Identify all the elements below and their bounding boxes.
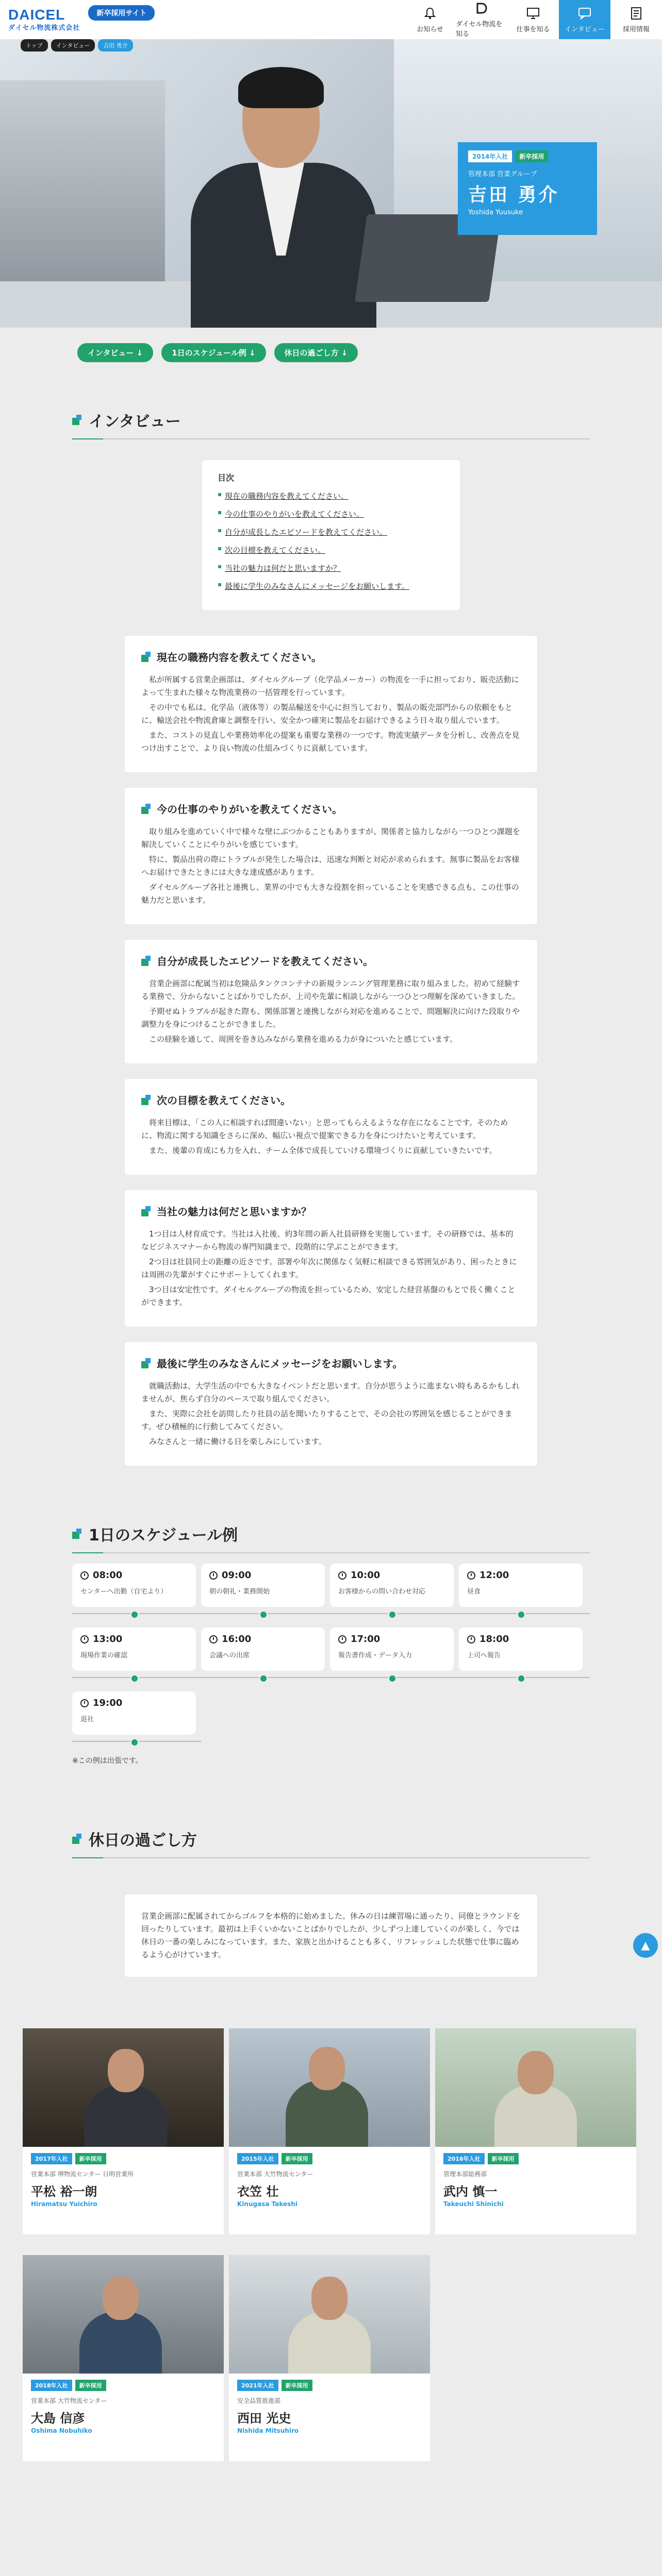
nav-item-interview[interactable] [559,0,610,39]
answer-paragraph: 2つ目は社員同士の距離の近さです。部署や年次に関係なく気軽に相談できる雰囲気があり、困ったときには周囲の先輩がすぐにサポートしてくれます。 [141,1257,517,1279]
section-square-icon [72,1529,82,1539]
timeline-dot [130,1674,139,1683]
recruit-site-badge: 新卒採用サイト [88,5,155,21]
hire-type-tag: 新卒採用 [282,2380,312,2391]
chat-icon [577,6,592,21]
schedule-desc: 現場作業の確認 [80,1652,128,1659]
answer-paragraph: 営業企画部に配属当初は危険品タンクコンテナの新規ランニング管理業務に取り組みました。初めて経験する業務で、分からないことばかりでしたが、上司や先輩に相談しながら一つひとつ理解を深めていきました。 [141,979,520,1001]
person-dept: 営業本部 大竹物流センター [31,2397,107,2404]
nav-label: ダイセル物流を知る [456,21,503,38]
interview-section [0,409,662,1466]
schedule-note: ※この例は出張です。 [72,1757,143,1765]
clock-icon [467,1571,475,1580]
interview-card[interactable] [229,2255,430,2461]
join-year-tag: 2017年入社 [31,2153,72,2164]
answer-text [141,825,521,907]
answer-paragraph: ダイセルグループ各社と連携し、業界の中でも大きな役割を担っていることを実感できる点も、この仕事の魅力だと思います。 [141,883,519,905]
qa-card [125,1079,537,1175]
schedule-item [459,1628,583,1671]
toc-item[interactable]: ▪ 次の目標を教えてください。 [218,545,444,555]
schedule-time: 10:00 [351,1570,380,1581]
schedule-desc: 朝の朝礼・業務開始 [209,1588,270,1596]
schedule-row [72,1628,590,1671]
logo-d-icon [474,1,489,15]
section-title-interview: インタビュー [89,413,181,431]
person-name-en: Hiramatsu Yuichiro [31,2200,97,2208]
toc-item[interactable]: ▪ 今の仕事のやりがいを教えてください。 [218,509,444,519]
timeline-dot [130,1610,139,1619]
clock-icon [209,1635,218,1643]
nav-item-work[interactable] [507,0,559,39]
schedule-time: 13:00 [93,1634,123,1645]
section-title-holiday: 休日の過ごし方 [89,1832,197,1850]
schedule-desc: 上司へ報告 [467,1652,501,1659]
answer-paragraph: みなさんと一緒に働ける日を楽しみにしています。 [149,1437,326,1446]
anchor-links [0,343,662,362]
timeline-dot [259,1610,268,1619]
question-square-icon [141,1095,152,1105]
person-dept: 営業本部 堺物流センター 日明営業所 [31,2171,134,2178]
question-text: 当社の魅力は何だと思いますか？ [157,1206,311,1218]
question-text: 今の仕事のやりがいを教えてください。 [157,803,342,816]
clock-icon [338,1635,346,1643]
schedule-time: 18:00 [479,1634,509,1645]
interview-photo [23,2028,224,2147]
clock-icon [209,1571,218,1580]
schedule-time: 09:00 [222,1570,252,1581]
document-icon [629,6,643,21]
schedule-time: 12:00 [479,1570,509,1581]
section-square-icon [72,1834,82,1844]
answer-paragraph: 特に、製品出荷の際にトラブルが発生した場合は、迅速な判断と対応が求められます。無事に製品をお客様へお届けできたときには大きな達成感があります。 [141,855,520,877]
bell-icon [423,6,437,21]
schedule-row [72,1564,590,1607]
hire-type-tag: 新卒採用 [488,2153,519,2164]
join-year-tag: 2018年入社 [31,2380,72,2391]
answer-paragraph: また、コストの見直しや業務効率化の提案も重要な業務の一つです。物流実績データを分析し、改善点を見つけ出すことで、より良い物流の仕組みづくりに貢献しています。 [141,731,520,753]
interview-card[interactable] [23,2028,224,2234]
nav-item-news[interactable] [404,0,456,39]
schedule-section [0,1522,662,1766]
question-square-icon [141,1206,152,1216]
company-logo[interactable] [8,8,80,32]
breadcrumb [21,39,133,52]
monitor-icon [526,6,540,21]
interview-photo [229,2255,430,2374]
clock-icon [80,1699,89,1707]
interview-card[interactable] [23,2255,224,2461]
clock-icon [80,1571,89,1580]
timeline-dot [388,1674,397,1683]
person-name: 衣笠 壮 [237,2184,279,2199]
global-nav [404,0,662,39]
question-text: 自分が成長したエピソードを教えてください。 [157,955,373,968]
person-dept: 営業本部 大竹物流センター [237,2171,313,2178]
nav-item-recruit[interactable] [610,0,662,39]
answer-paragraph: その中でも私は、化学品（液体等）の製品輸送を中心に担当しており、製品の販売部門からの依頼をもとに、輸送会社や物流倉庫と調整を行い、安全かつ確実に製品をお届けできるよう日々取り組んでいます。 [141,703,513,725]
interview-card[interactable] [435,2028,636,2234]
schedule-item [330,1628,454,1671]
schedule-desc: 報告書作成・データ入力 [338,1652,412,1659]
answer-paragraph: この経験を通して、周囲を巻き込みながら業務を進める力が身についたと感じています。 [149,1035,458,1044]
answer-paragraph: 3つ目は安定性です。ダイセルグループの物流を担っているため、安定した経営基盤のもとで長く働くことができます。 [141,1285,516,1307]
clock-icon [80,1635,89,1643]
nav-label: お知らせ [417,25,443,33]
logo-company-name: ダイセル物流株式会社 [8,24,80,32]
qa-card [125,1342,537,1466]
schedule-item [459,1564,583,1607]
schedule-time: 17:00 [351,1634,380,1645]
interview-photo [229,2028,430,2147]
person-name: 平松 裕一朗 [31,2184,97,2199]
hire-type-tag: 新卒採用 [515,150,548,162]
divider [72,438,590,439]
question-square-icon [141,652,152,662]
join-year-tag: 2014年入社 [468,150,512,162]
interview-photo [435,2028,636,2147]
profile-name: 吉田 勇介 [468,184,559,206]
person-name-en: Takeuchi Shinichi [443,2200,504,2208]
person-name: 大島 信彦 [31,2411,85,2426]
answer-text [141,1116,521,1157]
timeline-dot [388,1610,397,1619]
answer-paragraph: 将来目標は、「この人に相談すれば間違いない」と思ってもらえるような存在になることです。そのために、物流に関する知識をさらに深め、幅広い視点で提案できる力を身につけたいと考えています。 [141,1118,508,1140]
site-header [0,0,662,39]
toc-item[interactable]: ▪ 自分が成長したエピソードを教えてください。 [218,527,444,537]
breadcrumb-current: 吉田 勇介 [98,39,133,52]
nav-label: 採用情報 [622,25,650,33]
question-square-icon [141,956,152,966]
answer-text [141,977,521,1046]
schedule-item [72,1691,196,1735]
nav-label: 仕事を知る [516,25,550,33]
schedule-desc: 昼食 [467,1588,481,1596]
schedule-item [72,1628,196,1671]
clock-icon [467,1635,475,1643]
qa-card [125,636,537,772]
person-name-en: Oshima Nobuhiko [31,2427,92,2434]
person-name: 西田 光史 [237,2411,291,2426]
qa-card [125,1190,537,1327]
join-year-tag: 2015年入社 [237,2153,278,2164]
answer-paragraph: 予期せぬトラブルが起きた際も、関係部署と連携しながら対応を進めることで、問題解決に向けた段取りや調整力を身につけることができました。 [141,1007,520,1029]
anchor-schedule-button[interactable]: 1日のスケジュール例 ↓ [161,343,266,362]
anchor-holiday-button[interactable]: 休日の過ごし方 ↓ [274,343,358,362]
timeline-dot [517,1610,526,1619]
profile-card [458,142,597,235]
interview-photo [23,2255,224,2374]
nav-item-about[interactable] [456,0,507,39]
answer-paragraph: 私が所属する営業企画部は、ダイセルグループ（化学品メーカー）の物流を一手に担っており、販売活動によって生まれた様々な物流業務の一括管理を行っています。 [141,675,519,697]
schedule-time: 08:00 [93,1570,123,1581]
hire-type-tag: 新卒採用 [75,2380,106,2391]
profile-dept: 管理本部 営業グループ [468,171,537,178]
schedule-time: 16:00 [222,1634,252,1645]
question-square-icon [141,804,152,814]
schedule-item [201,1628,325,1671]
interview-card[interactable] [229,2028,430,2234]
section-square-icon [72,415,82,425]
background-shelf [0,80,165,297]
anchor-interview-button[interactable]: インタビュー ↓ [77,343,153,362]
holiday-text: 営業企画部に配属されてからゴルフを本格的に始めました。休みの日は練習場に通ったり、同僚とラウンドを回ったりしています。最初は上手くいかないことばかりでしたが、少しずつ上達していくのが楽しく、今では休日の一番の楽しみになっています。また、家族と出かけることも多く、リフレッシュした状態で仕事に臨めるよう心がけています。 [125,1894,537,1977]
toc-item[interactable]: ▪ 最後に学生のみなさんにメッセージをお願いします。 [218,581,444,591]
answer-paragraph: また、実際に会社を訪問したり社員の話を聞いたりすることで、その会社の雰囲気を感じることができます。ぜひ積極的に行動してみてください。 [141,1409,512,1431]
schedule-item [330,1564,454,1607]
join-year-tag: 2021年入社 [237,2380,278,2391]
breadcrumb-interview[interactable]: インタビュー [51,39,95,52]
nav-label: インタビュー [565,25,605,33]
breadcrumb-top[interactable]: トップ [21,39,48,52]
divider [72,1552,590,1553]
person-name-en: Nishida Mitsuhiro [237,2427,299,2434]
join-year-tag: 2016年入社 [443,2153,485,2164]
schedule-item [201,1564,325,1607]
timeline-dot [130,1738,139,1747]
page-top-button[interactable] [633,1933,658,1958]
schedule-desc: 会議への出席 [209,1652,250,1659]
answer-paragraph: 取り組みを進めていく中で様々な壁にぶつかることもありますが、関係者と協力しながら一つひとつ課題を解決していくことにやりがいを感じています。 [141,827,520,849]
question-square-icon [141,1358,152,1368]
toc-title: 目次 [218,473,235,483]
schedule-item [72,1564,196,1607]
schedule-desc: お客様からの問い合わせ対応 [338,1588,426,1596]
question-text: 次の目標を教えてください。 [157,1094,291,1107]
hire-type-tag: 新卒採用 [75,2153,106,2164]
answer-paragraph: 就職活動は、大学生活の中でも大きなイベントだと思います。自分が思うように進まない時もあるかもしれませんが、焦らず自分のペースで取り組んでください。 [141,1381,520,1403]
question-text: 最後に学生のみなさんにメッセージをお願いします。 [157,1358,403,1370]
timeline-dot [517,1674,526,1683]
toc-item[interactable]: ▪ 当社の魅力は何だと思いますか？ [218,563,444,573]
answer-paragraph: また、後輩の育成にも力を入れ、チーム全体で成長していける環境づくりに貢献していきたいです。 [149,1146,497,1155]
toc-item[interactable]: ▪ 現在の職務内容を教えてください。 [218,490,444,501]
other-interviews [23,2028,662,2461]
arrow-up-icon: ▲ [641,1939,650,1952]
answer-text [141,673,521,755]
person-name-en: Kinugasa Takeshi [237,2200,297,2208]
section-title-schedule: 1日のスケジュール例 [89,1527,238,1545]
person-dept: 安全品質推進部 [237,2397,281,2404]
qa-card [125,940,537,1063]
holiday-section [0,1827,662,1977]
logo-mark: DAICEL [8,6,65,23]
person-name: 武内 慎一 [443,2184,498,2199]
answer-text [141,1228,521,1309]
answer-text [141,1380,521,1448]
question-text: 現在の職務内容を教えてください。 [157,651,322,664]
hero [0,39,662,328]
hire-type-tag: 新卒採用 [282,2153,312,2164]
schedule-desc: センターへ出勤（自宅より） [80,1588,168,1596]
table-of-contents [202,460,460,610]
schedule-timeline [72,1564,590,1735]
schedule-desc: 退社 [80,1716,94,1723]
schedule-time: 19:00 [93,1698,123,1708]
clock-icon [338,1571,346,1580]
schedule-row [72,1691,590,1735]
person-dept: 管理本部総務部 [443,2171,487,2178]
answer-paragraph: 1つ目は人材育成です。当社は入社後、約3年間の新入社員研修を実施しています。その研修では、基本的なビジネスマナーから物流の専門知識まで、段階的に学ぶことができます。 [141,1229,514,1251]
profile-name-en: Yoshida Yuusuke [468,209,523,216]
timeline-dot [259,1674,268,1683]
divider [72,1857,590,1858]
qa-card [125,788,537,924]
